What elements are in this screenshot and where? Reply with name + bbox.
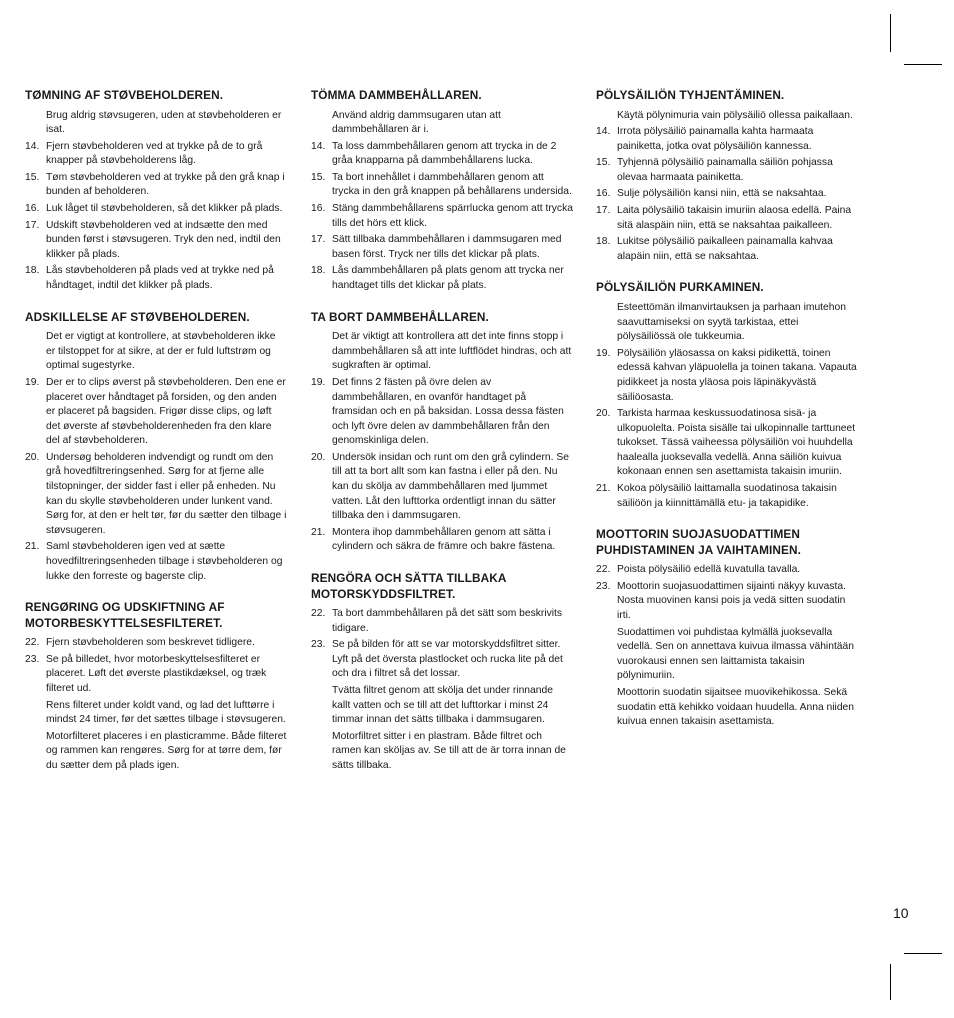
- list-item: [311, 638, 573, 773]
- section: [596, 527, 858, 730]
- step-number: 19.: [311, 376, 326, 388]
- section: [25, 600, 287, 773]
- list-item: [596, 235, 858, 264]
- step-text: Irrota pölysäiliö painamalla kahta harmaata painiketta, jotka ovat pölysäiliön kannessa.: [617, 126, 814, 152]
- section-intro: Använd aldrig dammsugaren utan att dammbehållaren är i.: [332, 109, 501, 136]
- section-intro: Esteettömän ilmanvirtauksen ja parhaan imutehon saavuttamiseksi on syytä tarkistaa, ettei pölysäiliössä ole tukkeumia.: [617, 301, 846, 343]
- step-number: 17.: [25, 219, 40, 231]
- list-item: [596, 407, 858, 480]
- step-text: Saml støvbeholderen igen ved at sætte hovedfiltreringsenheden tilbage i støvbeholderen og lukke den forreste og bagerste clip.: [46, 541, 283, 582]
- step-number: 18.: [596, 236, 611, 248]
- step-text: Se på bilden för att se var motorskyddsfiltret sitter. Lyft på det översta plastlocket och rucka lite på det och dra i filtret så det lossar.: [332, 639, 563, 680]
- list-item: [311, 376, 573, 449]
- step-text: Sulje pölysäiliön kansi niin, että se naksahtaa.: [617, 188, 827, 200]
- section: [596, 280, 858, 511]
- list-item: [25, 171, 287, 200]
- section: [596, 88, 858, 264]
- step-number: 15.: [596, 157, 611, 169]
- step-text: Se på billedet, hvor motorbeskyttelsesfilteret er placeret. Løft det øverste plastikdæksel, og træk filteret ud.: [46, 653, 267, 694]
- list-item: [25, 219, 287, 263]
- step-number: 22.: [311, 608, 326, 620]
- list-item: [311, 233, 573, 262]
- section: [311, 88, 573, 294]
- list-item: [596, 563, 858, 578]
- step-text: Motorfilteret placeres i en plasticramme. Både filteret og rammen kan rengøres. Sørg for at tørre dem, før du sætter dem på plads igen.: [46, 730, 287, 771]
- step-text: Poista pölysäiliö edellä kuvatulla tavalla.: [617, 564, 801, 576]
- step-text: Stäng dammbehållarens spärrlucka genom att trycka tills det hörs ett klick.: [332, 203, 573, 229]
- step-number: 15.: [25, 171, 40, 183]
- crop-mark-top-horizontal: [904, 64, 942, 65]
- step-number: 14.: [25, 140, 40, 152]
- step-number: 23.: [596, 580, 611, 592]
- step-text: Lås støvbeholderen på plads ved at trykke ned på håndtaget, indtil det klikker på plads.: [46, 265, 274, 292]
- section-heading: TÖMMA DAMMBEHÅLLAREN.: [311, 88, 482, 102]
- crop-mark-top-vertical: [890, 14, 891, 52]
- list-item: [25, 451, 287, 539]
- list-item: [596, 187, 858, 202]
- step-text: Fjern støvbeholderen som beskrevet tidligere.: [46, 637, 255, 649]
- step-text: Lås dammbehållaren på plats genom att trycka ner handtaget tills det klickar på plats.: [332, 265, 564, 292]
- step-text: Ta bort innehållet i dammbehållaren genom att trycka in den grå knappen på behållarens undersida.: [332, 171, 572, 198]
- section-heading: MOOTTORIN SUOJASUODATTIMEN PUHDISTAMINEN JA VAIHTAMINEN.: [596, 527, 801, 557]
- step-text: Det finns 2 fästen på övre delen av dammbehållaren, en ovanför handtaget på framsidan och en på baksidan. Lossa dessa fästen och lyft övre delen av dammbehållaren från den genomskinliga delen.: [332, 376, 564, 447]
- section-intro: Brug aldrig støvsugeren, uden at støvbeholderen er isat.: [46, 109, 282, 136]
- section-heading: TØMNING AF STØVBEHOLDEREN.: [25, 88, 224, 102]
- step-number: 21.: [25, 541, 40, 553]
- step-text: Lukitse pölysäiliö paikalleen painamalla kahvaa alapäin niin, että se naksahtaa.: [617, 236, 833, 262]
- step-text: Rens filteret under koldt vand, og lad det lufttørre i mindst 24 timer, før det sættes tilbage i støvsugeren.: [46, 699, 286, 726]
- section-heading: PÖLYSÄILIÖN TYHJENTÄMINEN.: [596, 88, 785, 102]
- section-intro: Käytä pölynimuria vain pölysäiliö ollessa paikallaan.: [617, 109, 853, 121]
- section-heading: ADSKILLELSE AF STØVBEHOLDEREN.: [25, 309, 250, 324]
- list-item: [311, 526, 573, 555]
- section: [311, 310, 573, 555]
- step-number: 21.: [311, 526, 326, 538]
- step-text: Ta bort dammbehållaren på det sätt som beskrivits tidigare.: [332, 608, 563, 634]
- step-text: Udskift støvbeholderen ved at indsætte den med bunden først i støvsugeren. Tryk den ned, indtil den klikker på plads.: [46, 219, 281, 260]
- page-number: 10: [893, 905, 909, 921]
- list-item: [25, 376, 287, 449]
- list-item: [25, 264, 287, 293]
- step-text: Undersøg beholderen indvendigt og rundt om den grå hovedfiltreringsenhed. Sørg for at fjerne alle tilstopninger, der sidder fast i eller på enheden. Nu kan du skylle støvbeholderen under lunkent vand. Sørg for, at den er helt tør, før du sætter den tilbage i støvsugeren.: [46, 451, 287, 536]
- step-number: 19.: [596, 347, 611, 359]
- section-heading: TA BORT DAMMBEHÅLLAREN.: [311, 309, 489, 324]
- section: [311, 571, 573, 774]
- step-text: Der er to clips øverst på støvbeholderen. Den ene er placeret over håndtaget på forsiden, og den anden er placeret på bagsiden. Frigør disse clips, og løft det øverste af støvbeholderenheden fra den klare del af støvbeholderen.: [46, 376, 286, 447]
- step-text: Pölysäiliön yläosassa on kaksi pidikettä, toinen edessä kahvan yläpuolella ja toinen takana. Vapauta pidikkeet ja nosta yläosa pois läpinäkyvästä säiliöosasta.: [617, 347, 857, 403]
- section-heading: PÖLYSÄILIÖN PURKAMINEN.: [596, 280, 764, 295]
- crop-mark-bottom-horizontal: [904, 953, 942, 954]
- step-number: 23.: [311, 639, 326, 651]
- step-text: Suodattimen voi puhdistaa kylmällä juoksevalla vedellä. Sen on annettava kuivua ilmassa vähintään vuorokausi ennen sen laittamista takaisin pölynimuriin.: [617, 626, 854, 682]
- step-number: 20.: [596, 408, 611, 420]
- list-item: [25, 653, 287, 774]
- step-text: Luk låget til støvbeholderen, så det klikker på plads.: [46, 203, 283, 215]
- list-item: [311, 171, 573, 200]
- list-item: [311, 202, 573, 231]
- list-item: [311, 264, 573, 293]
- step-text: Ta loss dammbehållaren genom att trycka in de 2 gråa knapparna på dammbehållarens lucka.: [332, 140, 557, 167]
- step-text: Fjern støvbeholderen ved at trykke på de to grå knapper på støvbeholderens låg.: [46, 140, 263, 167]
- list-item: [311, 140, 573, 169]
- section-intro: Det är viktigt att kontrollera att det inte finns stopp i dammbehållaren så att inte luftflödet hindras, och att sugkraften är optimal.: [332, 331, 572, 372]
- step-text: Sätt tillbaka dammbehållaren i dammsugaren med basen först. Tryck ner tills det klickar på plats.: [332, 234, 562, 260]
- step-number: 19.: [25, 376, 40, 388]
- step-text: Undersök insidan och runt om den grå cylindern. Se till att ta bort allt som kan fastna i eller på den. Nu kan du skölja av dammbehållaren med ljummet vatten. Låt den lufttorka ordentligt innan du sätter tillbaka den i dammsugaren.: [332, 451, 569, 522]
- step-number: 14.: [311, 140, 326, 152]
- step-number: 23.: [25, 653, 40, 665]
- step-text: Moottorin suojasuodattimen sijainti näkyy kuvasta. Nosta muovinen kansi pois ja vedä sitten suodatin irti.: [617, 580, 846, 622]
- step-number: 16.: [596, 188, 611, 200]
- section-heading: RENGÖRA OCH SÄTTA TILLBAKA MOTORSKYDDSFILTRET.: [311, 571, 507, 601]
- step-number: 18.: [311, 265, 326, 277]
- list-item: [25, 140, 287, 169]
- step-number: 17.: [596, 205, 611, 217]
- list-item: [596, 482, 858, 511]
- step-text: Tvätta filtret genom att skölja det under rinnande kallt vatten och se till att det lufttorkar i minst 24 timmar innan det sätts tillbaka i dammsugaren.: [332, 685, 553, 726]
- step-number: 21.: [596, 483, 611, 495]
- list-item: [596, 580, 858, 730]
- column-swedish: [311, 88, 573, 790]
- crop-mark-bottom-vertical: [890, 964, 891, 1000]
- column-finnish: [596, 88, 858, 746]
- column-danish: [25, 88, 287, 790]
- step-text: Moottorin suodatin sijaitsee muovikehikossa. Sekä suodatin että kehikko voidaan huudella. Anna niiden kuivua ennen takaisin asettamista.: [617, 687, 855, 728]
- list-item: [596, 125, 858, 154]
- step-text: Montera ihop dammbehållaren genom att sätta i cylindern och säkra de främre och bakre fästena.: [332, 526, 556, 553]
- step-number: 18.: [25, 265, 40, 277]
- list-item: [596, 156, 858, 185]
- step-text: Tøm støvbeholderen ved at trykke på den grå knap i bunden af beholderen.: [46, 171, 285, 198]
- list-item: [25, 540, 287, 584]
- list-item: [596, 347, 858, 405]
- list-item: [25, 202, 287, 217]
- section: [25, 310, 287, 585]
- step-text: Tyhjennä pölysäiliö painamalla säiliön pohjassa olevaa harmaata painiketta.: [617, 157, 833, 183]
- step-number: 14.: [596, 126, 611, 138]
- step-text: Motorfiltret sitter i en plastram. Både filtret och ramen kan sköljas av. Se till att de är torra innan de sätts tillbaka.: [332, 730, 566, 771]
- step-number: 20.: [25, 451, 40, 463]
- step-number: 22.: [596, 564, 611, 576]
- section: [25, 88, 287, 294]
- list-item: [596, 204, 858, 233]
- step-number: 22.: [25, 637, 40, 649]
- step-text: Tarkista harmaa keskussuodatinosa sisä- ja ulkopuolelta. Poista sisälle tai ulkopinnalle tarttuneet tukokset. Tässä vaiheessa pölysäiliön voi huuhdella haalealla juoksevalla vedellä. Anna säiliön kuivua kokonaan ennen sen asettamista takaisin imuriin.: [617, 408, 856, 478]
- list-item: [311, 451, 573, 524]
- step-number: 17.: [311, 234, 326, 246]
- step-number: 16.: [25, 203, 40, 215]
- step-number: 15.: [311, 171, 326, 183]
- list-item: [311, 607, 573, 636]
- step-text: Kokoa pölysäiliö laittamalla suodatinosa takaisin säiliöön ja kiinnittämällä etu- ja takapidike.: [617, 483, 837, 509]
- step-number: 20.: [311, 451, 326, 463]
- step-text: Laita pölysäiliö takaisin imuriin alaosa edellä. Paina sitä alaspäin niin, että se naksahtaa paikalleen.: [617, 205, 852, 231]
- step-number: 16.: [311, 203, 326, 215]
- section-intro: Det er vigtigt at kontrollere, at støvbeholderen ikke er tilstoppet for at sikre, at der er fuld luftstrøm og optimal sugestyrke.: [46, 331, 276, 372]
- list-item: [25, 636, 287, 651]
- section-heading: RENGØRING OG UDSKIFTNING AF MOTORBESKYTTELSESFILTERET.: [25, 600, 225, 630]
